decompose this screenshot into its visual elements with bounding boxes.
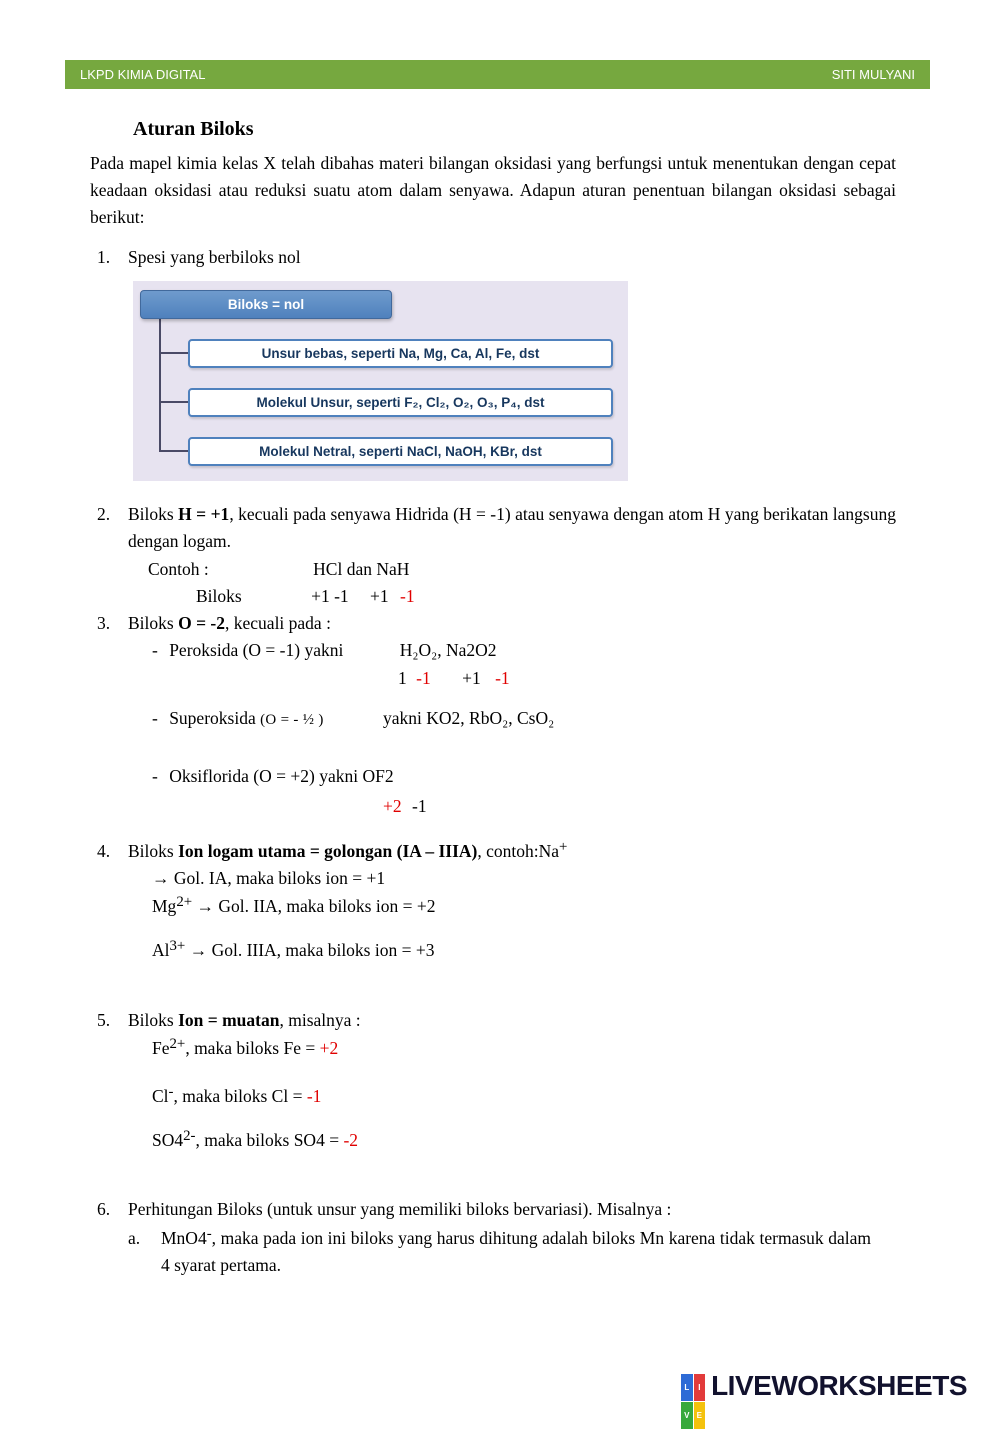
text-segment: Biloks xyxy=(128,841,179,861)
biloks-nol-diagram xyxy=(133,281,628,481)
diagram-box-molekul-netral: Molekul Netral, seperti NaCl, NaOH, KBr, dst xyxy=(188,437,613,466)
ion-mg-charge: 2+ xyxy=(176,894,193,911)
text-segment: , maka biloks SO4 = xyxy=(195,1130,344,1150)
ion-mno4-charge: - xyxy=(206,1226,212,1243)
peroksida-text: Peroksida (O = -1) yakni xyxy=(169,640,344,660)
ion-cl-charge: - xyxy=(168,1084,174,1101)
peroksida-numbers-line xyxy=(398,665,510,692)
list-item-6 xyxy=(97,1196,896,1223)
bold-rule-ion-logam: Ion logam utama = golongan (IA – IIIA) xyxy=(178,841,478,861)
list-item-6-text: Perhitungan Biloks (untuk unsur yang memiliki biloks bervariasi). Misalnya : xyxy=(128,1199,672,1219)
ion-al-charge: 3+ xyxy=(169,938,186,955)
oxidation-number-red: +2 xyxy=(319,1038,339,1058)
ion-mno4: MnO4 xyxy=(161,1228,207,1248)
list-letter-a: a. xyxy=(128,1228,141,1248)
so4-line xyxy=(152,1127,358,1154)
ion-so4-charge: 2- xyxy=(183,1128,196,1145)
list-number-1: 1. xyxy=(97,247,111,267)
gol-ia-line xyxy=(152,865,385,892)
oxidation-number: +1 -1 xyxy=(311,586,349,606)
list-number-5: 5. xyxy=(97,1010,111,1030)
page-title: Aturan Biloks xyxy=(133,118,254,140)
contoh-label: Contoh : xyxy=(148,559,209,579)
list-item-6a xyxy=(128,1225,871,1279)
text-segment: , maka biloks Fe = xyxy=(185,1038,320,1058)
liveworksheets-logo-link[interactable] xyxy=(681,1370,967,1420)
list-number-6: 6. xyxy=(97,1199,111,1219)
oksiflorida-line xyxy=(152,763,394,790)
icon-tile-e: E xyxy=(694,1402,706,1429)
diagram-header-box: Biloks = nol xyxy=(140,290,392,319)
oxidation-number-red: -1 xyxy=(306,1086,322,1106)
liveworksheets-wordmark: LIVEWORKSHEETS xyxy=(711,1370,967,1401)
icon-tile-i: I xyxy=(694,1374,706,1401)
liveworksheets-icon xyxy=(681,1374,705,1420)
ion-so4: SO4 xyxy=(152,1130,184,1150)
gol-iiia-line xyxy=(152,937,434,964)
list-item-2-text xyxy=(128,501,896,555)
list-item-1 xyxy=(97,244,896,271)
superoksida-equation: (O = - ½ ) xyxy=(260,712,324,728)
ion-fe: Fe xyxy=(152,1038,170,1058)
list-item-6a-text xyxy=(161,1225,871,1279)
oxidation-number: +1 xyxy=(462,668,481,688)
text-segment: , misalnya : xyxy=(279,1010,361,1030)
oxidation-number: 1 xyxy=(398,668,407,688)
text-segment: Biloks xyxy=(128,1010,179,1030)
peroksida-line xyxy=(152,637,497,664)
list-item-4 xyxy=(97,838,896,865)
oksiflorida-text: Oksiflorida (O = +2) yakni OF2 xyxy=(169,766,394,786)
text-segment: Biloks xyxy=(128,504,179,524)
gol-iia-line xyxy=(152,893,435,920)
list-item-2 xyxy=(97,501,896,555)
dash: - xyxy=(152,708,158,728)
diagram-box-molekul-unsur: Molekul Unsur, seperti F₂, Cl₂, O₂, O₃, P₄, dst xyxy=(188,388,613,417)
page-header-bar xyxy=(65,60,930,89)
ion-fe-charge: 2+ xyxy=(169,1036,186,1053)
oxidation-number: +1 xyxy=(370,586,389,606)
text-segment: , kecuali pada : xyxy=(225,613,331,633)
biloks-values-line xyxy=(196,583,415,610)
superoksida-line xyxy=(152,705,554,734)
gol-iiia-text: → Gol. IIIA, maka biloks ion = +3 xyxy=(185,940,435,960)
oxidation-number-red: +2 xyxy=(383,796,402,816)
oxidation-number-red: -1 xyxy=(416,668,431,688)
gol-ia-text: → Gol. IA, maka biloks ion = +1 xyxy=(152,868,386,888)
diagram-connector-3 xyxy=(159,450,188,452)
oxidation-number-red: -2 xyxy=(343,1130,359,1150)
list-item-1-text: Spesi yang berbiloks nol xyxy=(128,247,301,267)
bold-rule-ion-muatan: Ion = muatan xyxy=(178,1010,280,1030)
list-item-5 xyxy=(97,1007,896,1034)
text-segment: , maka biloks Cl = xyxy=(173,1086,307,1106)
text-segment: Biloks xyxy=(128,613,179,633)
intro-paragraph: Pada mapel kimia kelas X telah dibahas materi bilangan oksidasi yang berfungsi untuk menentukan dengan cepat keadaan oksidasi atau reduksi suatu atom dalam senyawa. Adapun aturan penentuan bilangan oksidasi sebagai berikut: xyxy=(90,153,896,227)
text-segment: , contoh: xyxy=(477,841,539,861)
fe-line xyxy=(152,1035,338,1062)
list-item-5-text xyxy=(128,1007,896,1034)
icon-tile-v: V xyxy=(681,1402,693,1429)
ion-al: Al xyxy=(152,940,170,960)
list-number-3: 3. xyxy=(97,613,111,633)
list-item-4-text xyxy=(128,838,896,865)
cl-line xyxy=(152,1083,321,1110)
gol-iia-text: → Gol. IIA, maka biloks ion = +2 xyxy=(192,896,436,916)
oxidation-number-red: -1 xyxy=(400,586,415,606)
header-right-text: SITI MULYANI xyxy=(831,67,915,82)
icon-tile-l: L xyxy=(681,1374,693,1401)
list-item-3-text xyxy=(128,610,896,637)
diagram-connector-vertical xyxy=(159,319,161,452)
dash: - xyxy=(152,640,158,660)
diagram-connector-1 xyxy=(159,352,188,354)
oksiflorida-numbers-line xyxy=(383,793,427,820)
dash: - xyxy=(152,766,158,786)
text-segment: , maka pada ion ini biloks yang harus dihitung adalah biloks Mn karena tidak termasuk dalam 4 syarat pertama. xyxy=(161,1228,871,1275)
biloks-label: Biloks xyxy=(196,586,242,606)
oxidation-number: -1 xyxy=(412,796,427,816)
ion-mg: Mg xyxy=(152,896,177,916)
list-number-4: 4. xyxy=(97,841,111,861)
superoksida-text: Superoksida xyxy=(169,708,261,728)
bold-rule-h: H = +1 xyxy=(178,504,230,524)
ion-na-charge: + xyxy=(559,839,568,856)
contoh-line xyxy=(148,556,409,583)
bold-rule-o: O = -2 xyxy=(178,613,226,633)
ion-na: Na xyxy=(538,841,560,861)
header-left-text: LKPD KIMIA DIGITAL xyxy=(80,67,206,82)
ion-cl: Cl xyxy=(152,1086,169,1106)
diagram-box-unsur-bebas: Unsur bebas, seperti Na, Mg, Ca, Al, Fe, dst xyxy=(188,339,613,368)
superoksida-formula: yakni KO2, RbO₂, CsO₂ xyxy=(383,708,555,728)
text-segment: , kecuali pada senyawa Hidrida (H = -1) atau senyawa dengan atom H yang berikatan langsung dengan logam. xyxy=(128,504,896,551)
list-number-2: 2. xyxy=(97,504,111,524)
list-item-3 xyxy=(97,610,896,637)
peroksida-formula: H₂O₂, Na2O2 xyxy=(399,640,497,660)
oxidation-number-red: -1 xyxy=(495,668,510,688)
diagram-connector-2 xyxy=(159,401,188,403)
contoh-value: HCl dan NaH xyxy=(313,559,410,579)
